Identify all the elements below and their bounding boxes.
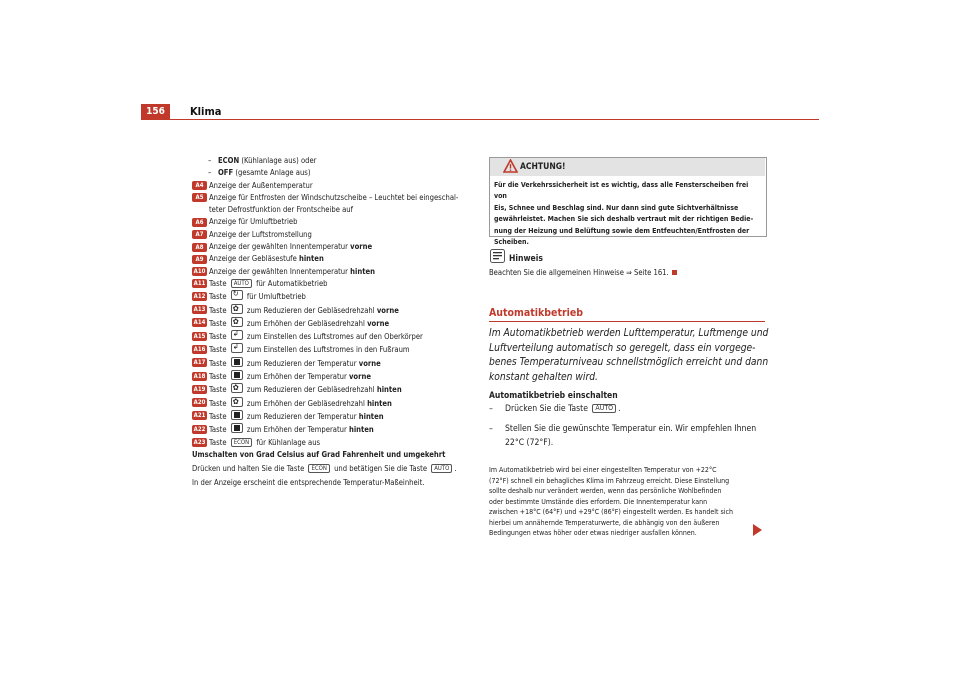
page-title: Klima	[190, 105, 222, 118]
legend-item: A21 Taste zum Reduzieren der Temperatur hinten	[193, 411, 384, 421]
seat-key-icon	[231, 330, 243, 340]
fan-key-icon	[231, 383, 243, 393]
header-rule	[141, 119, 819, 120]
item-badge: A6	[192, 218, 207, 227]
switch-note: In der Anzeige erscheint die entsprechende Temperatur-Maßeinheit.	[192, 478, 425, 488]
legend-item: A10 Anzeige der gewählten Innentemperatur hinten	[193, 266, 375, 276]
item-badge: A16	[193, 345, 206, 353]
key-label: ECON	[231, 438, 252, 447]
legend-item: A16 Taste ↲ zum Einstellen des Luftstromes in den Fußraum	[192, 343, 477, 356]
fill-key-icon	[231, 370, 243, 380]
legend-item: A23 Taste ECON für Kühlanlage aus	[193, 437, 321, 447]
item-badge: A4	[192, 181, 207, 190]
page-number: 156	[141, 104, 170, 119]
item-badge: A17	[193, 359, 206, 367]
note-title: Hinweis	[509, 254, 543, 264]
auto-key: AUTO	[592, 404, 616, 413]
legend-item: A19 Taste ✿ zum Reduzieren der Gebläsedrehzahl hinten	[192, 383, 477, 396]
legend-item: A18 Taste zum Erhöhen der Temperatur vorne	[193, 372, 371, 382]
step-1: – Drücken Sie die Taste AUTO .	[489, 404, 621, 414]
item-badge: A20	[193, 399, 206, 407]
legend-item: A14 Taste ✿ zum Erhöhen der Gebläsedrehzahl vorne	[192, 317, 477, 330]
key-label: AUTO	[231, 279, 252, 288]
circ-key-icon	[231, 290, 243, 300]
legend-item: A12 Taste ↻ für Umluftbetrieb	[192, 290, 477, 303]
legend-item: A13 Taste ✿ zum Reduzieren der Gebläsedrehzahl vorne	[192, 304, 477, 317]
left-column	[192, 155, 477, 490]
warning-triangle-icon	[503, 159, 518, 173]
legend-item: A9 Anzeige der Gebläsestufe hinten	[192, 253, 477, 265]
fan-key-icon	[231, 304, 243, 314]
section-body: Im Automatikbetrieb wird bei einer eingestellten Temperatur von +22°C (72°F) schnell ein behagliches Klima im Fahrzeug erreicht. Diese Einstellung sollte deshalb nur verändert werden, wenn das persönliche Wohlbefinden oder bestimmte Umstände dies erfordern. Die Innentemperatur kann zwischen +18°C (64°F) und +29°C (86°F) eingestellt werden. Es handelt sich hierbei um annähernde Temperaturwerte, die abhängig von den äußeren Bedingungen etwas höher oder etwas niedriger ausfallen können.	[489, 466, 733, 537]
section-intro: Im Automatikbetrieb werden Lufttemperatur, Luftmenge und Luftverteilung automatisch so geregelt, dass ein vorgege- benes Temperaturniveau schnellstmöglich erreicht und dann konstant gehalten wird.	[489, 328, 769, 383]
fill-key-icon	[231, 423, 243, 433]
section-title: Automatikbetrieb	[489, 307, 584, 319]
fan-key-icon	[231, 317, 243, 327]
item-badge: A23	[193, 439, 206, 447]
legend-item: A6 Anzeige für Umluftbetrieb	[192, 216, 477, 228]
fill-key-icon	[231, 410, 243, 420]
legend-item: A7 Anzeige der Luftstromstellung	[192, 229, 477, 241]
fill-key-icon	[231, 357, 243, 367]
item-badge: A9	[192, 255, 207, 264]
legend-item: A8 Anzeige der gewählten Innentemperatur vorne	[192, 241, 477, 253]
switch-heading: Umschalten von Grad Celsius auf Grad Fahrenheit und umgekehrt	[192, 449, 446, 459]
legend-item: A4 Anzeige der Außentemperatur	[192, 180, 477, 192]
item-badge: A14	[193, 319, 206, 327]
item-badge: A18	[193, 372, 206, 380]
seat-key-icon	[231, 343, 243, 353]
item-badge: A7	[192, 230, 207, 239]
item-badge: A5	[192, 193, 207, 202]
item-badge: A11	[193, 280, 206, 288]
legend-item: A22 Taste zum Erhöhen der Temperatur hinten	[193, 425, 374, 435]
legend-list	[192, 180, 477, 449]
fan-key-icon	[231, 397, 243, 407]
legend-item: A11 Taste AUTO für Automatikbetrieb	[193, 278, 328, 288]
switch-text: Drücken und halten Sie die Taste ECON und betätigen Sie die Taste AUTO .	[192, 464, 457, 474]
warning-text: Für die Verkehrssicherheit ist es wichtig, dass alle Fensterscheiben frei von Eis, Schnee und Beschlag sind. Nur dann sind gute Sichtverhältnisse gewährleistet. Machen Sie sich deshalb vertraut mit der richtigen Bedie- nung der Heizung und Belüftung sowie dem Entfeuchten/Entfrosten der Scheiben.	[494, 181, 754, 247]
item-badge: A22	[193, 425, 206, 433]
auto-key: AUTO	[431, 464, 452, 473]
econ-key: ECON	[308, 464, 329, 473]
section-rule	[489, 321, 765, 322]
dash-item: – OFF (gesamte Anlage aus)	[208, 168, 311, 178]
item-badge: A10	[193, 268, 206, 276]
next-page-arrow-icon	[753, 524, 762, 536]
legend-item: A5 Anzeige für Entfrosten der Windschutzscheibe – Leuchtet bei eingeschal- teter Defrostfunktion der Frontscheibe auf	[192, 192, 477, 217]
item-badge: A12	[193, 292, 206, 300]
legend-item: A20 Taste ✿ zum Erhöhen der Gebläsedrehzahl hinten	[192, 397, 477, 410]
item-badge: A21	[193, 412, 206, 420]
dash-item: – ECON (Kühlanlage aus) oder	[208, 156, 317, 165]
warning-title: ACHTUNG!	[520, 162, 566, 172]
subheading: Automatikbetrieb einschalten	[489, 391, 618, 401]
item-badge: A19	[193, 385, 206, 393]
item-badge: A8	[192, 243, 207, 252]
step-2: – Stellen Sie die gewünschte Temperatur ein. Wir empfehlen Ihnen 22°C (72°F).	[489, 424, 757, 448]
note-icon	[490, 249, 505, 263]
item-badge: A15	[193, 332, 206, 340]
item-badge: A13	[193, 306, 206, 314]
note-text: Beachten Sie die allgemeinen Hinweise ⇒ Seite 161.	[489, 268, 677, 277]
legend-item: A17 Taste zum Reduzieren der Temperatur vorne	[193, 358, 381, 368]
end-marker-icon	[672, 270, 677, 275]
legend-item: A15 Taste ↲ zum Einstellen des Luftstromes auf den Oberkörper	[192, 330, 477, 343]
